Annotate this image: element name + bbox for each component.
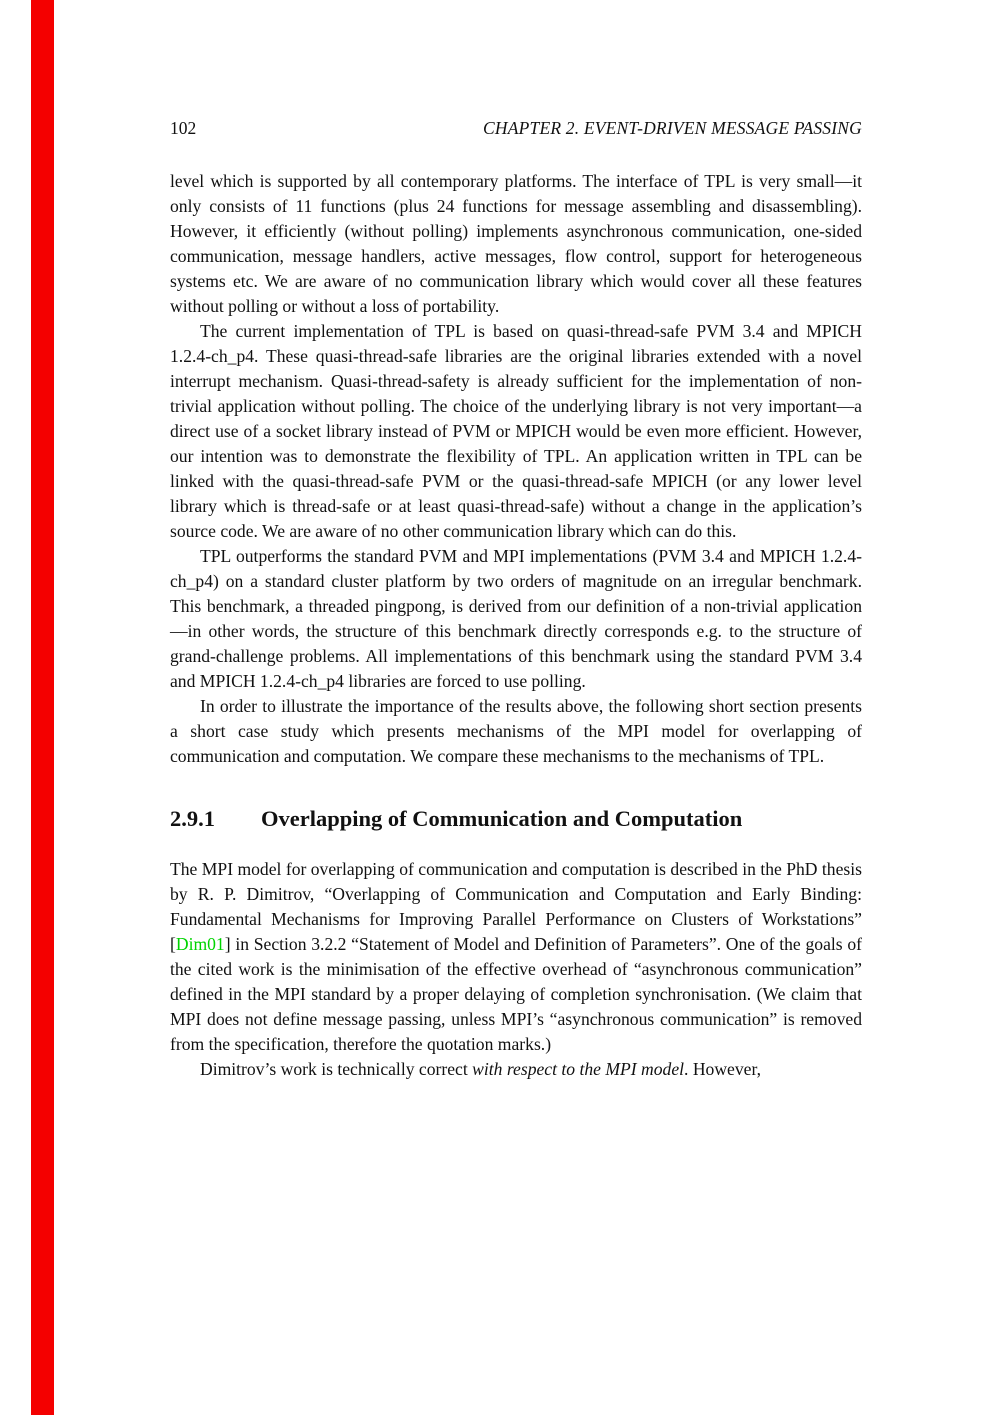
paragraph (170, 694, 862, 769)
paragraph (170, 169, 862, 319)
text-segment: ] in Section 3.2.2 “Statement of Model and Definition of Parameters”. One of the goals of the cited work is the minimisation of the effective overhead of “asynchronous communication” defined in the MPI standard by a proper delaying of completion synchronisation. (We claim that MPI does not define message passing, unless MPI’s “asynchronous communication” is removed from the specification, therefore the quotation marks.) (170, 934, 862, 1054)
red-sidebar-stripe (31, 0, 54, 1415)
text-segment: Dimitrov’s work is technically correct (200, 1059, 473, 1079)
paragraph (170, 857, 862, 1057)
text-segment: The MPI model for overlapping of communication and computation is described in the PhD thesis by R. P. Dimitrov, “Overlapping of Communication and Computation and Early Binding: Fundamental Mechanisms for Improving Parallel Performance on Clusters of Workstations” [ (170, 859, 862, 954)
chapter-header: CHAPTER 2. EVENT-DRIVEN MESSAGE PASSING (483, 118, 862, 138)
section-title: Overlapping of Communication and Computation (261, 806, 743, 831)
paragraph (170, 319, 862, 544)
text-segment: In order to illustrate the importance of the results above, the following short section presents a short case study which presents mechanisms of the MPI model for overlapping of communication and computation. We compare these mechanisms to the mechanisms of TPL. (170, 696, 862, 766)
emphasized-text: with respect to the MPI model (472, 1059, 685, 1079)
text-segment: The current implementation of TPL is based on quasi-thread-safe PVM 3.4 and MPICH 1.2.4-ch_p4. These quasi-thread-safe libraries are the original libraries extended with a novel interrupt mechanism. Quasi-thread-safety is already sufficient for the implementation of non-trivial application without polling. The choice of the underlying library is not very important—a direct use of a socket library instead of PVM or MPICH would be even more efficient. However, our intention was to demonstrate the flexibility of TPL. An application written in TPL can be linked with the quasi-thread-safe PVM or the quasi-thread-safe MPICH (or any lower level library which is thread-safe or at least quasi-thread-safe) without a change in the application’s source code. We are aware of no other communication library which can do this. (170, 321, 862, 541)
section-heading (170, 806, 862, 832)
text-segment: TPL outperforms the standard PVM and MPI implementations (PVM 3.4 and MPICH 1.2.4-ch_p4) on a standard cluster platform by two orders of magnitude on an irregular benchmark. This benchmark, a threaded pingpong, is derived from our definition of a non-trivial application—in other words, the structure of this benchmark directly corresponds e.g. to the structure of grand-challenge problems. All implementations of this benchmark using the standard PVM 3.4 and MPICH 1.2.4-ch_p4 libraries are forced to use polling. (170, 546, 862, 691)
paragraph (170, 544, 862, 694)
page-body (170, 118, 862, 1082)
running-header (170, 118, 862, 139)
text-segment: level which is supported by all contemporary platforms. The interface of TPL is very small—it only consists of 11 functions (plus 24 functions for message assembling and disassembling). However, it efficiently (without polling) implements asynchronous communication, one-sided communication, message handlers, active messages, flow control, support for heterogeneous systems etc. We are aware of no communication library which would cover all these features without polling or without a loss of portability. (170, 171, 862, 316)
page-number: 102 (170, 118, 197, 138)
paragraph (170, 1057, 862, 1082)
section-number: 2.9.1 (170, 806, 215, 831)
citation-link[interactable]: Dim01 (175, 934, 225, 954)
text-segment: . However, (684, 1059, 762, 1079)
